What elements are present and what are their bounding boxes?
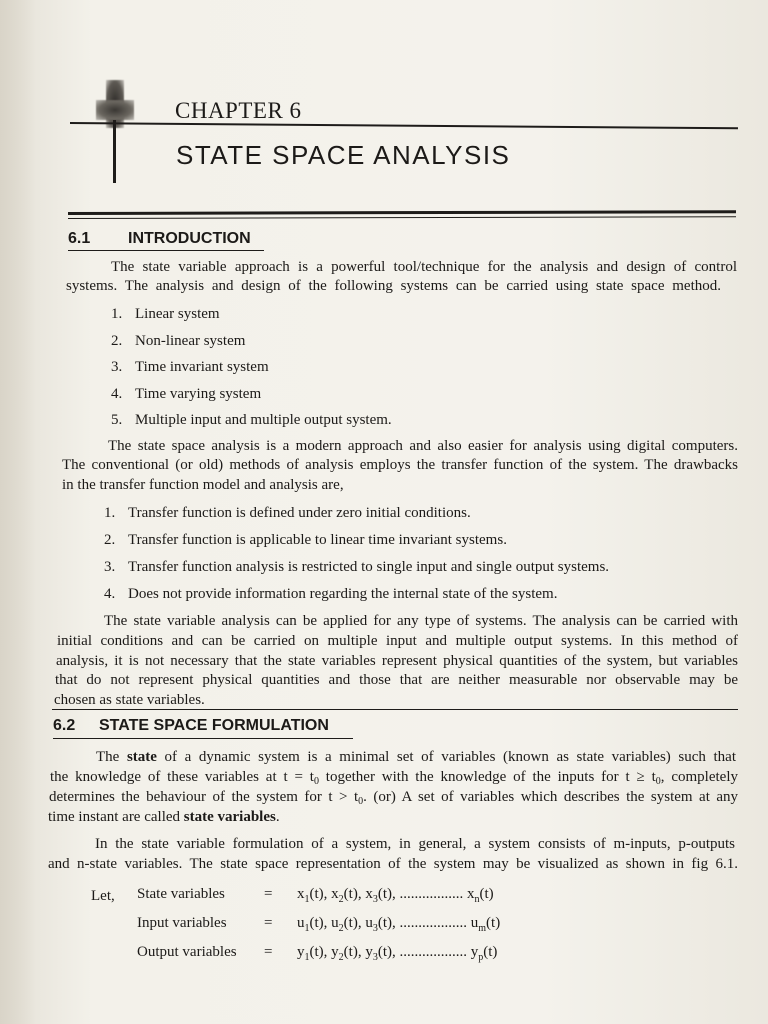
list-item-text: Time invariant system: [135, 359, 269, 375]
paragraph-line: that do not represent physical quantities and those that are neither measurable nor observable may be: [55, 672, 738, 688]
list-item-number: 4.: [104, 586, 116, 602]
equals-sign: =: [264, 944, 273, 960]
line-text: , completely: [660, 769, 738, 785]
list-item-number: 3.: [104, 559, 116, 575]
subscript: m: [478, 923, 487, 934]
term: (t): [479, 886, 494, 902]
paragraph-line: analysis, it is not necessary that the state variables represent physical quantities of the system, but variables: [56, 653, 738, 669]
subscript: 3: [372, 923, 378, 934]
list-item: [111, 332, 245, 350]
list-item-number: 2.: [111, 332, 123, 349]
paragraph-line: systems. The analysis and design of the following systems can be carried using state space method.: [66, 278, 721, 294]
section-title: INTRODUCTION: [128, 230, 251, 247]
list-item-text: Non-linear system: [135, 332, 246, 349]
subscript: 2: [338, 952, 344, 963]
variable-value: [297, 915, 500, 934]
variable-value: [297, 944, 497, 963]
term: u: [297, 915, 305, 931]
subscript: 2: [338, 923, 344, 934]
subscript: 0: [313, 776, 319, 787]
list-item: [104, 531, 507, 549]
chapter-emblem-stem: [113, 120, 116, 183]
term: (t), y: [343, 944, 373, 960]
list-item: [104, 558, 609, 576]
variable-label: Input variables: [137, 915, 227, 931]
paragraph-line: [96, 748, 736, 766]
paragraph-line: chosen as state variables.: [54, 692, 205, 708]
section-number: 6.1: [68, 230, 91, 247]
list-item: [104, 585, 557, 603]
paragraph-line: The state space analysis is a modern approach and also easier for analysis using digital computers.: [108, 438, 738, 454]
term: (t): [483, 944, 498, 960]
subscript: 0: [655, 776, 661, 787]
chapter-emblem-crossbar: [96, 100, 134, 120]
paragraph-line: [48, 808, 280, 826]
line-text: The: [96, 749, 127, 765]
list-item-text: Transfer function analysis is restricted to single input and single output systems.: [128, 559, 610, 575]
equals-sign: =: [264, 886, 273, 902]
equals-sign: =: [264, 915, 273, 931]
list-item-number: 3.: [111, 359, 123, 375]
variable-label: State variables: [137, 886, 225, 902]
bold-term: state variables: [183, 809, 276, 825]
list-item-text: Linear system: [135, 306, 220, 322]
term: (t), ................. x: [377, 886, 475, 902]
list-item-text: Time varying system: [135, 385, 262, 402]
line-text: of a dynamic system is a minimal set of variables (known as state variables) such that: [156, 749, 736, 765]
section-heading-6-1: [68, 230, 251, 248]
line-text: time instant are called: [48, 809, 184, 825]
subscript: 2: [338, 894, 344, 905]
subscript: 1: [304, 952, 310, 963]
paragraph-line: and n-state variables. The state space representation of the system may be visualized as shown in fig 6.1.: [48, 856, 738, 872]
list-item-text: Does not provide information regarding the internal state of the system.: [128, 586, 558, 602]
subscript: 1: [304, 923, 310, 934]
list-item: [111, 385, 261, 403]
term: (t), .................. u: [377, 915, 479, 931]
subscript: 3: [372, 894, 378, 905]
term: (t), u: [309, 915, 339, 931]
section-heading-6-2: [53, 717, 329, 735]
variable-label: Output variables: [137, 944, 237, 960]
chapter-title: STATE SPACE ANALYSIS: [176, 140, 511, 170]
let-label: Let,: [91, 888, 115, 904]
section-number: 6.2: [53, 717, 76, 734]
line-text: determines the behaviour of the system for t > t: [49, 789, 359, 805]
chapter-label: CHAPTER 6: [175, 98, 302, 123]
subscript: p: [478, 952, 484, 963]
list-item: [111, 358, 269, 376]
term: (t), x: [309, 886, 339, 902]
list-item-text: Multiple input and multiple output system.: [135, 412, 392, 428]
section-title: STATE SPACE FORMULATION: [99, 717, 329, 734]
term: x: [297, 886, 305, 902]
term: y: [297, 944, 305, 960]
list-item-number: 5.: [111, 412, 123, 428]
paragraph-line: In the state variable formulation of a system, in general, a system consists of m-inputs, p-outputs: [95, 836, 735, 852]
subscript: 0: [358, 796, 364, 807]
line-text: the knowledge of these variables at t = t: [50, 769, 314, 785]
subscript: 1: [304, 894, 310, 905]
section-underline: [53, 738, 353, 739]
bold-term: state: [126, 749, 157, 765]
list-item-text: Transfer function is applicable to linear time invariant systems.: [128, 532, 507, 548]
paragraph-line: The conventional (or old) methods of analysis employs the transfer function of the system. The drawbacks: [62, 457, 738, 473]
term: (t), y: [309, 944, 339, 960]
term: (t): [486, 915, 501, 931]
term: (t), u: [343, 915, 373, 931]
line-text: .: [275, 809, 280, 825]
subscript: n: [474, 894, 480, 905]
list-item-number: 4.: [111, 385, 123, 402]
term: (t), .................. y: [377, 944, 479, 960]
paragraph-line: in the transfer function model and analysis are,: [62, 477, 344, 493]
list-item-number: 1.: [104, 505, 116, 521]
line-text: together with the knowledge of the inputs for t ≥ t: [318, 769, 656, 785]
page-fold-shadow: [0, 0, 36, 1024]
paragraph-line: The state variable approach is a powerful tool/technique for the analysis and design of control: [111, 259, 737, 275]
paragraph-line: initial conditions and can be carried on multiple input and multiple output systems. In this method of: [57, 633, 738, 649]
list-item-number: 2.: [104, 532, 116, 548]
variable-value: [297, 886, 494, 905]
term: (t), x: [343, 886, 373, 902]
list-item-number: 1.: [111, 306, 123, 322]
list-item-text: Transfer function is defined under zero initial conditions.: [128, 505, 471, 521]
list-item: [104, 504, 471, 522]
list-item: [111, 411, 392, 429]
section-divider: [52, 709, 738, 710]
paragraph-line: The state variable analysis can be applied for any type of systems. The analysis can be carried with: [104, 613, 738, 629]
subscript: 3: [372, 952, 378, 963]
section-underline: [68, 250, 264, 251]
line-text: . (or) A set of variables which describes the system at any: [363, 789, 738, 805]
list-item: [111, 305, 220, 323]
